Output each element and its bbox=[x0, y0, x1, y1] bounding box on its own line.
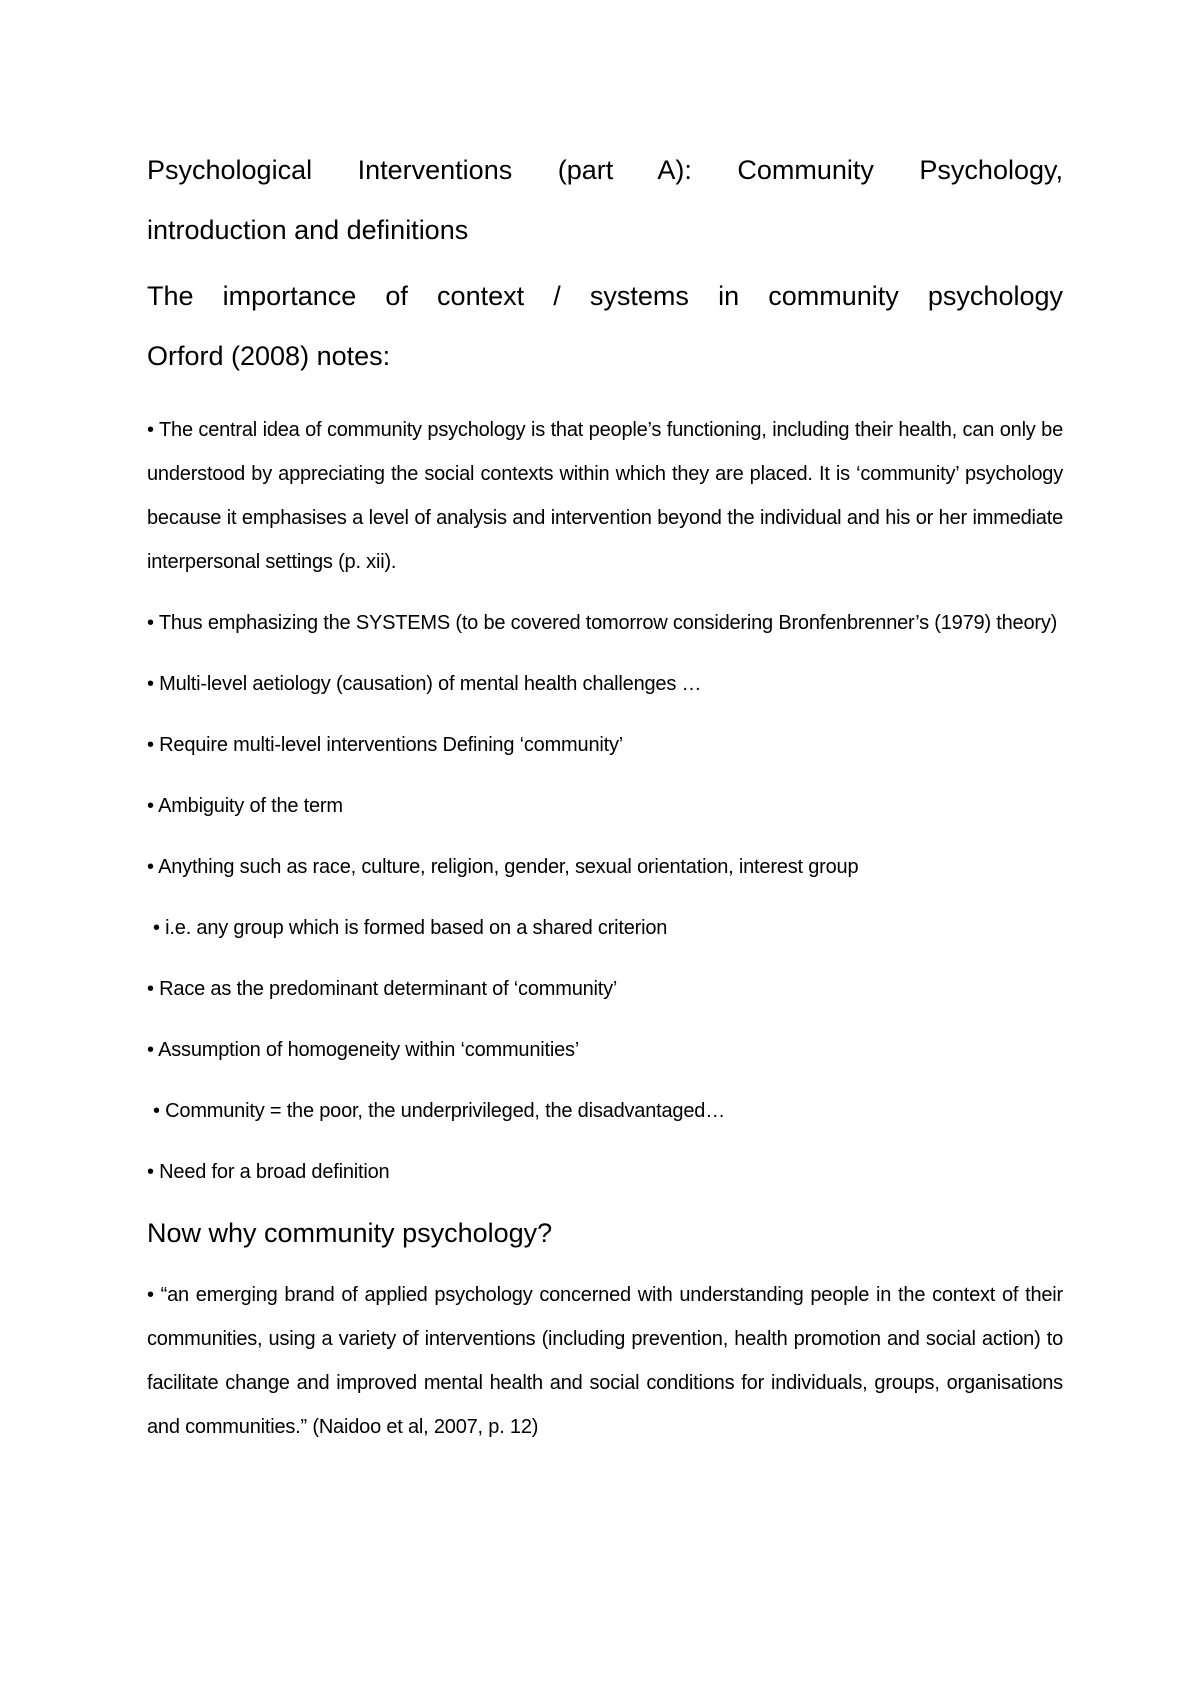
bullet-list-context bbox=[147, 408, 1063, 1194]
bullet-icon: • bbox=[147, 673, 154, 695]
document-body bbox=[147, 140, 1063, 1466]
list-item bbox=[147, 967, 1063, 1011]
bullet-text: Community = the poor, the underprivileged, the disadvantaged… bbox=[165, 1100, 725, 1122]
bullet-icon: • bbox=[153, 1100, 160, 1122]
bullet-icon: • bbox=[147, 1039, 154, 1061]
document-title bbox=[147, 140, 1063, 260]
heading-line-1: The importance of context / systems in community psychology bbox=[147, 281, 1063, 311]
list-item bbox=[147, 723, 1063, 767]
bullet-text: Assumption of homogeneity within ‘communities’ bbox=[158, 1039, 580, 1061]
bullet-text: Race as the predominant determinant of ‘community’ bbox=[159, 978, 618, 1000]
bullet-icon: • bbox=[147, 612, 154, 634]
title-line-2: introduction and definitions bbox=[147, 215, 469, 245]
list-item bbox=[147, 906, 1063, 950]
bullet-text: Multi-level aetiology (causation) of mental health challenges … bbox=[159, 673, 702, 695]
list-item bbox=[147, 1028, 1063, 1072]
bullet-icon: • bbox=[147, 1284, 154, 1306]
bullet-list-why bbox=[147, 1273, 1063, 1449]
bullet-icon: • bbox=[147, 978, 154, 1000]
list-item bbox=[147, 601, 1063, 645]
heading-line-2: Orford (2008) notes: bbox=[147, 341, 391, 371]
bullet-text: The central idea of community psychology is that people’s functioning, including their health, can only be understood by appreciating the social contexts within which they are placed. It is ‘community’ psychology because it emphasises a level of analysis and intervention beyond the individual and his or her immediate interpersonal settings (p. xii). bbox=[147, 419, 1064, 573]
list-item bbox=[147, 1273, 1063, 1449]
section-heading-why: Now why community psychology? bbox=[147, 1218, 553, 1248]
list-item bbox=[147, 1150, 1063, 1194]
list-item bbox=[147, 408, 1063, 584]
bullet-icon: • bbox=[147, 734, 154, 756]
list-item bbox=[147, 1089, 1063, 1133]
bullet-icon: • bbox=[147, 856, 154, 878]
title-line-1: Psychological Interventions (part A): Community Psychology, bbox=[147, 155, 1063, 185]
list-item bbox=[147, 662, 1063, 706]
list-item bbox=[147, 845, 1063, 889]
bullet-text: Need for a broad definition bbox=[159, 1161, 390, 1183]
bullet-text: Anything such as race, culture, religion, gender, sexual orientation, interest group bbox=[158, 856, 859, 878]
bullet-icon: • bbox=[147, 419, 154, 441]
bullet-icon: • bbox=[153, 917, 160, 939]
bullet-icon: • bbox=[147, 1161, 154, 1183]
bullet-text: “an emerging brand of applied psychology concerned with understanding people in the context of their communities, using a variety of interventions (including prevention, health promotion and social action) to facilitate change and improved mental health and social conditions for individuals, groups, organisations and communities.” (Naidoo et al, 2007, p. 12) bbox=[147, 1284, 1064, 1438]
bullet-text: Require multi-level interventions Defining ‘community’ bbox=[159, 734, 624, 756]
list-item bbox=[147, 784, 1063, 828]
bullet-icon: • bbox=[147, 795, 154, 817]
bullet-text: i.e. any group which is formed based on a shared criterion bbox=[165, 917, 668, 939]
bullet-text: Ambiguity of the term bbox=[158, 795, 343, 817]
section-heading-context bbox=[147, 266, 1063, 386]
bullet-text: Thus emphasizing the SYSTEMS (to be covered tomorrow considering Bronfenbrenner’s (1979) theory) bbox=[158, 612, 1058, 634]
